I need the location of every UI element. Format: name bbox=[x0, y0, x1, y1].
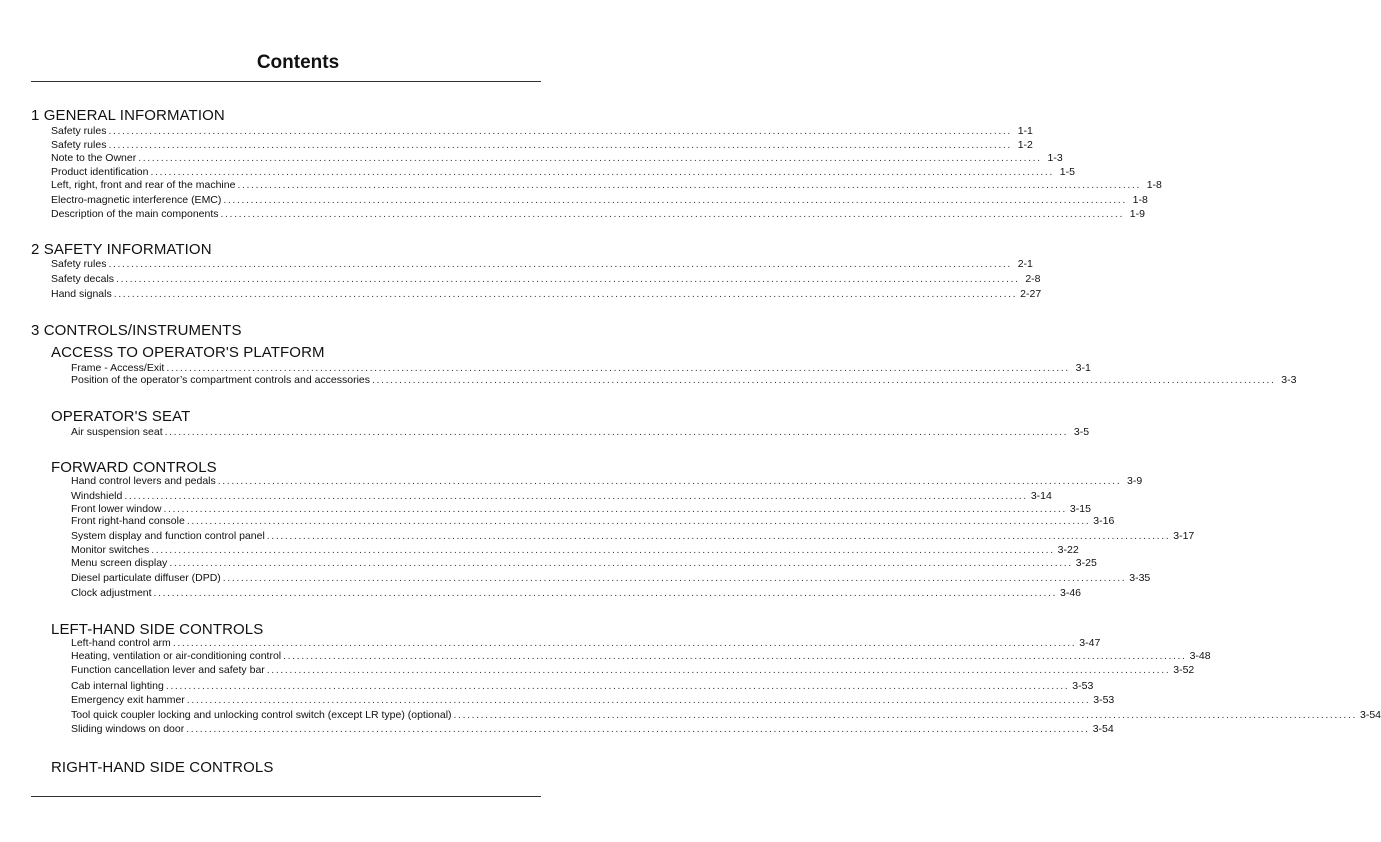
toc-entry-page: 2-27 bbox=[1020, 287, 1042, 300]
toc-entry-label: Electro-magnetic interference (EMC) bbox=[51, 193, 222, 206]
toc-entry-page: 3-35 bbox=[1129, 572, 1151, 584]
toc-entry[interactable] bbox=[71, 557, 1097, 570]
dot-leader: ........................................................................................................................................................................................................ bbox=[186, 723, 1090, 735]
dot-leader: ........................................................................................................................................................................................................ bbox=[150, 165, 1054, 178]
toc-entry-label: Product identification bbox=[51, 165, 149, 178]
toc-entry-label: Function cancellation lever and safety bar bbox=[71, 664, 265, 676]
toc-entry[interactable] bbox=[71, 544, 1079, 557]
toc-entry-page: 1-8 bbox=[1146, 178, 1162, 191]
dot-leader: ........................................................................................................................................................................................................ bbox=[237, 178, 1141, 191]
toc-entry-label: Air suspension seat bbox=[71, 426, 163, 438]
dot-leader: ........................................................................................................................................................................................................ bbox=[220, 207, 1124, 220]
toc-entry[interactable] bbox=[71, 475, 1143, 488]
subsection-heading: ACCESS TO OPERATOR'S PLATFORM bbox=[51, 344, 325, 361]
section-heading: 3 CONTROLS/INSTRUMENTS bbox=[31, 322, 242, 339]
toc-entry[interactable] bbox=[51, 178, 1162, 192]
dot-leader: ........................................................................................................................................................................................................ bbox=[217, 475, 1122, 487]
toc-entry-label: Monitor switches bbox=[71, 544, 150, 556]
dot-leader: ........................................................................................................................................................................................................ bbox=[172, 637, 1077, 649]
toc-entry-label: Frame - Access/Exit bbox=[71, 362, 165, 374]
subsection-heading: RIGHT-HAND SIDE CONTROLS bbox=[51, 759, 274, 776]
toc-entry-page: 3-46 bbox=[1060, 587, 1082, 599]
toc-entry-page: 1-8 bbox=[1132, 193, 1148, 206]
dot-leader: ........................................................................................................................................................................................................ bbox=[108, 258, 1012, 270]
toc-entry[interactable] bbox=[51, 125, 1033, 138]
toc-entry-page: 3-48 bbox=[1189, 650, 1211, 662]
toc-entry-label: Safety rules bbox=[51, 258, 107, 270]
toc-entry-label: Left, right, front and rear of the machine bbox=[51, 178, 236, 191]
toc-entry-label: Hand signals bbox=[51, 287, 112, 300]
toc-entry-label: Emergency exit hammer bbox=[71, 694, 185, 706]
toc-entry[interactable] bbox=[71, 650, 1211, 663]
dot-leader: ........................................................................................................................................................................................................ bbox=[222, 572, 1127, 584]
toc-entry-page: 3-16 bbox=[1093, 515, 1115, 527]
toc-entry-label: Cab internal lighting bbox=[71, 680, 164, 692]
toc-entry-page: 3-14 bbox=[1030, 490, 1052, 502]
dot-leader: ........................................................................................................................................................................................................ bbox=[169, 557, 1073, 569]
dot-leader: ........................................................................................................................................................................................................ bbox=[186, 694, 1091, 706]
toc-entry-label: Hand control levers and pedals bbox=[71, 475, 216, 487]
toc-entry[interactable] bbox=[71, 374, 1297, 387]
dot-leader: ........................................................................................................................................................................................................ bbox=[163, 503, 1067, 515]
toc-entry[interactable] bbox=[51, 273, 1041, 286]
toc-entry[interactable] bbox=[51, 152, 1063, 165]
toc-entry-page: 3-15 bbox=[1069, 503, 1091, 515]
toc-entry[interactable] bbox=[71, 694, 1115, 707]
dot-leader: ........................................................................................................................................................................................................ bbox=[113, 287, 1018, 300]
toc-entry-page: 2-1 bbox=[1017, 258, 1033, 270]
toc-entry[interactable] bbox=[71, 426, 1090, 439]
subsection-heading: FORWARD CONTROLS bbox=[51, 459, 217, 476]
toc-entry[interactable] bbox=[71, 637, 1101, 650]
dot-leader: ........................................................................................................................................................................................................ bbox=[138, 152, 1042, 164]
toc-entry-page: 3-52 bbox=[1173, 664, 1195, 676]
toc-entry[interactable] bbox=[71, 680, 1094, 693]
dot-leader: ........................................................................................................................................................................................................ bbox=[372, 374, 1276, 386]
toc-entry-page: 3-9 bbox=[1127, 475, 1143, 487]
subsection-heading: LEFT-HAND SIDE CONTROLS bbox=[51, 621, 264, 638]
toc-entry-page: 3-47 bbox=[1079, 637, 1101, 649]
toc-entry[interactable] bbox=[51, 258, 1033, 271]
toc-entry[interactable] bbox=[51, 193, 1148, 207]
toc-entry[interactable] bbox=[71, 515, 1115, 528]
toc-entry[interactable] bbox=[71, 490, 1052, 503]
dot-leader: ........................................................................................................................................................................................................ bbox=[266, 530, 1171, 542]
toc-entry-label: Front right-hand console bbox=[71, 515, 185, 527]
dot-leader: ........................................................................................................................................................................................................ bbox=[151, 544, 1055, 556]
toc-entry-label: Tool quick coupler locking and unlocking control switch (except LR type) (optional) bbox=[71, 709, 452, 721]
dot-leader: ........................................................................................................................................................................................................ bbox=[153, 587, 1057, 599]
dot-leader: ........................................................................................................................................................................................................ bbox=[165, 680, 1070, 692]
toc-entry-page: 3-25 bbox=[1075, 557, 1097, 569]
toc-entry-label: Clock adjustment bbox=[71, 587, 152, 599]
dot-leader: ........................................................................................................................................................................................................ bbox=[266, 664, 1171, 676]
toc-entry-page: 3-1 bbox=[1075, 362, 1091, 374]
bottom-divider bbox=[31, 796, 541, 797]
toc-entry-label: Sliding windows on door bbox=[71, 723, 185, 735]
page-title: Contents bbox=[256, 52, 340, 73]
toc-entry-page: 2-8 bbox=[1025, 273, 1041, 285]
section-heading: 1 GENERAL INFORMATION bbox=[31, 107, 225, 124]
dot-leader: ........................................................................................................................................................................................................ bbox=[164, 426, 1069, 438]
toc-entry-label: System display and function control panel bbox=[71, 530, 265, 542]
toc-entry-page: 3-54 bbox=[1359, 709, 1381, 721]
toc-entry-label: Diesel particulate diffuser (DPD) bbox=[71, 572, 221, 584]
toc-entry-label: Safety rules bbox=[51, 138, 107, 151]
toc-entry[interactable] bbox=[71, 572, 1151, 585]
toc-entry-label: Front lower window bbox=[71, 503, 162, 515]
toc-entry-page: 3-17 bbox=[1173, 530, 1195, 542]
toc-entry[interactable] bbox=[71, 664, 1195, 677]
toc-entry-label: Heating, ventilation or air-conditioning control bbox=[71, 650, 282, 662]
dot-leader: ........................................................................................................................................................................................................ bbox=[108, 138, 1012, 151]
toc-entry-label: Safety rules bbox=[51, 125, 107, 137]
toc-entry-page: 3-3 bbox=[1281, 374, 1297, 386]
toc-entry[interactable] bbox=[71, 587, 1082, 600]
toc-entry-page: 3-54 bbox=[1092, 723, 1114, 735]
toc-entry-page: 3-53 bbox=[1093, 694, 1115, 706]
section-heading: 2 SAFETY INFORMATION bbox=[31, 241, 212, 258]
toc-entry[interactable] bbox=[51, 207, 1145, 221]
toc-entry-page: 1-9 bbox=[1129, 207, 1145, 220]
toc-entry-page: 3-22 bbox=[1057, 544, 1079, 556]
dot-leader: ........................................................................................................................................................................................................ bbox=[453, 709, 1357, 721]
toc-entry-label: Left-hand control arm bbox=[71, 637, 171, 649]
toc-entry-label: Menu screen display bbox=[71, 557, 168, 569]
toc-entry-page: 3-5 bbox=[1073, 426, 1090, 438]
dot-leader: ........................................................................................................................................................................................................ bbox=[166, 362, 1070, 374]
toc-entry[interactable] bbox=[71, 709, 1381, 722]
toc-entry-page: 1-5 bbox=[1059, 165, 1075, 178]
toc-entry[interactable] bbox=[71, 723, 1114, 736]
dot-leader: ........................................................................................................................................................................................................ bbox=[124, 490, 1028, 502]
subsection-heading: OPERATOR'S SEAT bbox=[51, 408, 191, 425]
toc-entry-label: Note to the Owner bbox=[51, 152, 137, 164]
toc-entry-page: 3-53 bbox=[1072, 680, 1094, 692]
toc-entry-page: 1-3 bbox=[1047, 152, 1063, 164]
dot-leader: ........................................................................................................................................................................................................ bbox=[186, 515, 1091, 527]
dot-leader: ........................................................................................................................................................................................................ bbox=[108, 125, 1012, 137]
toc-entry[interactable] bbox=[71, 530, 1195, 543]
toc-entry[interactable] bbox=[51, 165, 1075, 179]
toc-entry[interactable] bbox=[51, 138, 1033, 152]
dot-leader: ........................................................................................................................................................................................................ bbox=[223, 193, 1127, 206]
dot-leader: ........................................................................................................................................................................................................ bbox=[116, 273, 1020, 285]
toc-entry[interactable] bbox=[51, 287, 1042, 301]
dot-leader: ........................................................................................................................................................................................................ bbox=[283, 650, 1187, 662]
toc-entry-label: Safety decals bbox=[51, 273, 115, 285]
toc-entry-page: 1-1 bbox=[1017, 125, 1033, 137]
toc-entry-label: Position of the operator’s compartment controls and accessories bbox=[71, 374, 371, 386]
toc-entry-label: Windshield bbox=[71, 490, 123, 502]
toc-entry-label: Description of the main components bbox=[51, 207, 219, 220]
toc-entry-page: 1-2 bbox=[1017, 138, 1033, 151]
